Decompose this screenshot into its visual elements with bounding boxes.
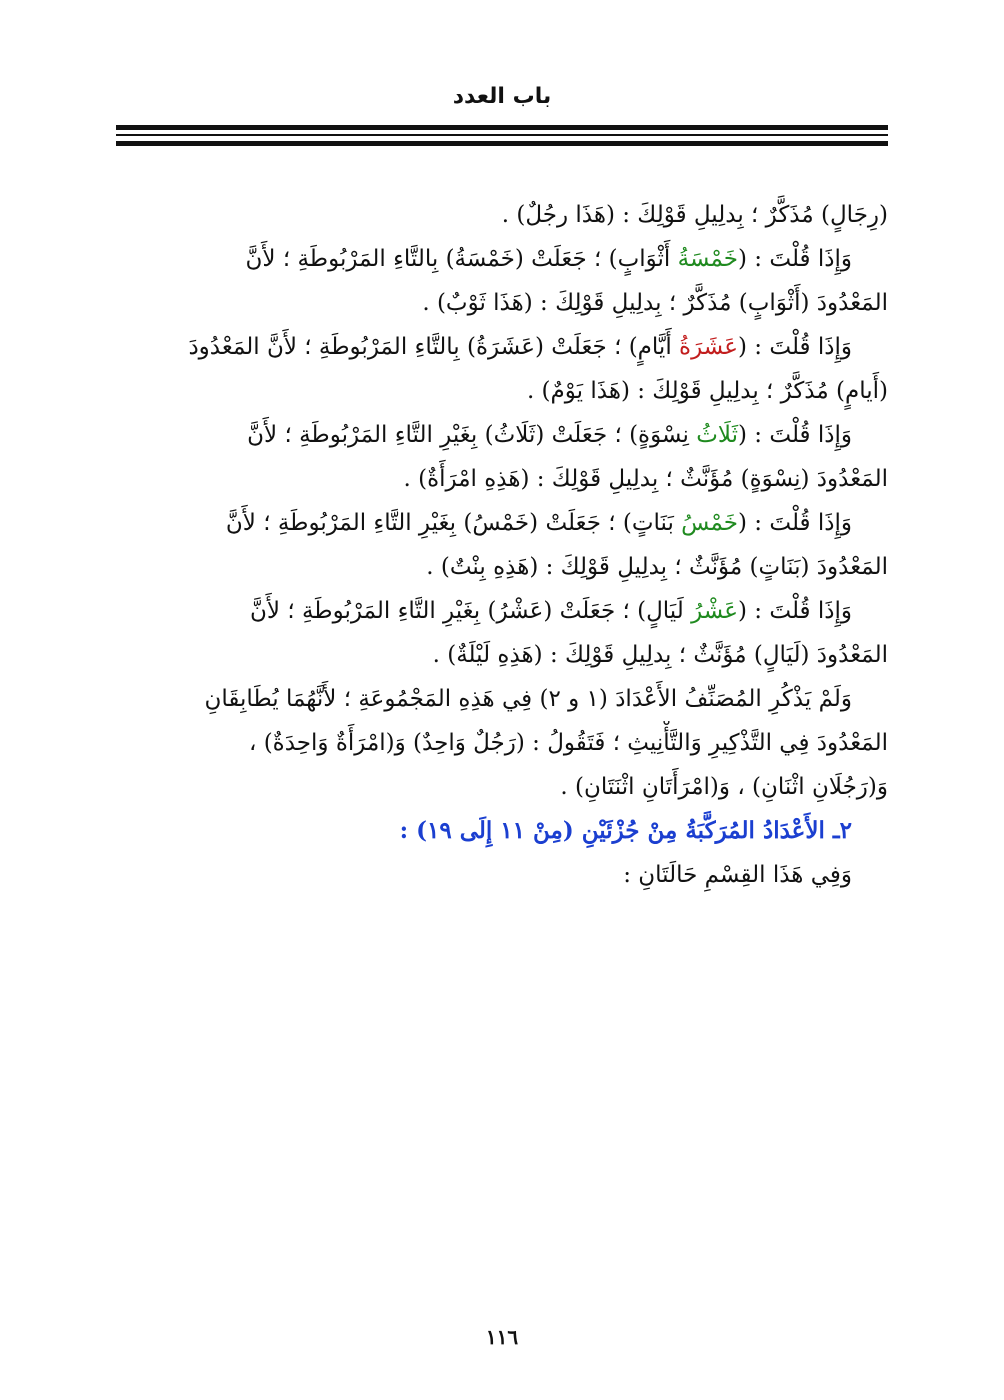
example-line <box>116 237 888 281</box>
text-fragment: وَإِذَا قُلْتَ : ( <box>738 598 852 624</box>
text-line: وَفِي هَذَا القِسْمِ حَالَتَانِ : <box>623 862 852 888</box>
text-fragment: وَإِذَا قُلْتَ : ( <box>738 334 852 360</box>
text-line: وَ(رَجُلَانِ اثْنَانِ) ، وَ(امْرَأَتَانِ اثْنَتَانِ) . <box>560 774 888 800</box>
header-rule-thin <box>116 134 888 136</box>
page-number: ١١٦ <box>485 1325 519 1349</box>
text-fragment: نِسْوَةٍ) ؛ جَعَلَتْ (ثَلَاثُ) بِغَيْرِ التَّاءِ المَرْبُوطَةِ ؛ لأَنَّ <box>247 422 697 448</box>
header-rule-thick-top <box>116 125 888 130</box>
example-line <box>116 501 888 545</box>
example-number: خَمْسَةُ <box>677 246 739 272</box>
text-fragment: بَنَاتٍ) ؛ جَعَلَتْ (خَمْسُ) بِغَيْرِ التَّاءِ المَرْبُوطَةِ ؛ لأَنَّ <box>225 510 682 536</box>
page-body <box>116 193 888 897</box>
text-fragment: وَإِذَا قُلْتَ : ( <box>738 422 852 448</box>
text-fragment: أَثْوَابٍ) ؛ جَعَلَتْ (خَمْسَةُ) بِالتَّاءِ المَرْبُوطَةِ ؛ لأَنَّ <box>245 246 678 272</box>
example-line <box>116 325 888 369</box>
text-line: المَعْدُودَ (لَيَالٍ) مُؤَنَّثٌ ؛ بِدلِيلِ قَوْلِكَ : (هَذِهِ لَيْلَةٌ) . <box>432 642 888 668</box>
text-fragment: وَإِذَا قُلْتَ : ( <box>738 510 852 536</box>
example-line <box>116 589 888 633</box>
text-line: المَعْدُودَ (أَثْوَابٍ) مُذَكَّرٌ ؛ بِدلِيلِ قَوْلِكَ : (هَذَا ثَوْبٌ) . <box>422 290 888 316</box>
text-line: المَعْدُودَ فِي التَّذْكِيرِ وَالتَّأْنِيثِ ؛ فَتَقُولُ : (رَجُلٌ وَاحِدٌ) وَ(امْرَأَةٌ وَاحِدَةٌ) ، <box>248 730 888 756</box>
text-fragment: وَإِذَا قُلْتَ : ( <box>738 246 852 272</box>
example-number: عَشَرَةُ <box>679 334 739 360</box>
page-header-title: باب العدد <box>452 84 552 109</box>
section-subheading: ٢ـ الأَعْدَادُ المُرَكَّبَةُ مِنْ جُزْئَيْنِ (مِنْ ١١ إِلَى ١٩) : <box>399 817 852 844</box>
example-number: ثَلَاثُ <box>696 422 739 448</box>
text-line: المَعْدُودَ (بَنَاتٍ) مُؤَنَّثٌ ؛ بِدلِيلِ قَوْلِكَ : (هَذِهِ بِنْتٌ) . <box>426 554 888 580</box>
header-rule-thick-bottom <box>116 141 888 146</box>
example-line <box>116 413 888 457</box>
text-line: وَلَمْ يَذْكُرِ المُصَنِّفُ الأَعْدَادَ (١ و ٢) فِي هَذِهِ المَجْمُوعَةِ ؛ لأَنَّهُمَا يُطَابِقَانِ <box>204 686 852 712</box>
text-line: المَعْدُودَ (نِسْوَةٍ) مُؤَنَّثٌ ؛ بِدلِيلِ قَوْلِكَ : (هَذِهِ امْرَأَةٌ) . <box>403 466 888 492</box>
text-fragment: لَيَالٍ) ؛ جَعَلَتْ (عَشْرُ) بِغَيْرِ التَّاءِ المَرْبُوطَةِ ؛ لأَنَّ <box>250 598 692 624</box>
example-number: عَشْرُ <box>691 598 739 624</box>
text-line: (أَيامٍ) مُذَكَّرٌ ؛ بِدلِيلِ قَوْلِكَ : (هَذَا يَوْمٌ) . <box>526 378 888 404</box>
text-fragment: أَيَّامٍ) ؛ جَعَلَتْ (عَشَرَةُ) بِالتَّاءِ المَرْبُوطَةِ ؛ لأَنَّ المَعْدُودَ <box>188 334 680 360</box>
example-number: خَمْسُ <box>681 510 739 536</box>
text-line: (رِجَالٍ) مُذَكَّرٌ ؛ بِدلِيلِ قَوْلِكَ : (هَذَا رجُلٌ) . <box>501 202 888 228</box>
